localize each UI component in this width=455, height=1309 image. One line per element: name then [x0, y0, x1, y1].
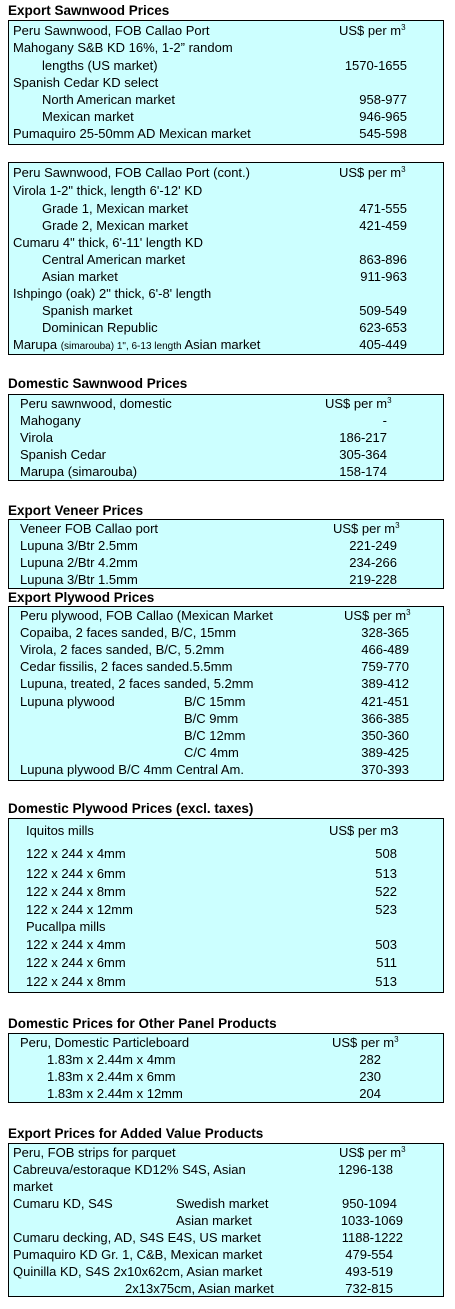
row-value: - [382, 413, 387, 428]
row-value: 389-425 [361, 745, 409, 760]
row-value: 513 [375, 866, 397, 881]
table-row [9, 1246, 443, 1263]
row-value: 366-385 [361, 711, 409, 726]
header-label: Peru, FOB strips for parquet [13, 1145, 176, 1160]
table-row [9, 268, 443, 285]
row-label: Pumaquiro 25-50mm AD Mexican market [13, 126, 251, 141]
row-value: 523 [375, 902, 397, 917]
unit-label: US$ per $m^3$ [339, 1145, 406, 1160]
row-label: Lupuna plywood B/C 4mm Central Am. [20, 762, 244, 777]
row-value: 219-228 [349, 572, 397, 587]
row-label: Grade 2, Mexican market [42, 218, 188, 233]
row-value: 370-393 [361, 762, 409, 777]
row-label: Copaiba, 2 faces sanded, B/C, 15mm [20, 625, 237, 640]
table-row [9, 463, 443, 480]
row-label: Lupuna plywood [20, 694, 115, 709]
table-header [9, 164, 443, 181]
row-value: 158-174 [339, 464, 387, 479]
table-row [9, 57, 443, 74]
row-label: Virola, 2 faces sanded, B/C, 5.2mm [20, 642, 225, 657]
section-title-domestic-plywood: Domestic Plywood Prices (excl. taxes) [8, 801, 254, 816]
row-label: Cumaru decking, AD, S4S E4S, US market [13, 1230, 261, 1245]
row-value: 1296-138 [338, 1162, 393, 1177]
row-value: 950-1094 [342, 1196, 397, 1211]
row-label: 1.83m x 2.44m x 6mm [47, 1069, 176, 1084]
row-label: Lupuna, treated, 2 faces sanded, 5.2mm [20, 676, 254, 691]
table-export-veneer [8, 519, 444, 589]
row-label: Spanish Cedar KD select [13, 75, 159, 90]
row-label: Asian market [42, 269, 118, 284]
table-row [9, 973, 443, 990]
row-value: 405-449 [359, 337, 407, 352]
section-title-export-added-value: Export Prices for Added Value Products [8, 1126, 264, 1141]
table-row [9, 744, 443, 761]
table-row [9, 918, 443, 935]
row-label: Cedar fissilis, 2 faces sanded.5.5mm [20, 659, 233, 674]
row-market: Asian market [176, 1213, 252, 1228]
row-grade: B/C 15mm [184, 694, 246, 709]
table-row [9, 845, 443, 862]
table-row [9, 1280, 443, 1297]
row-label: Spanish market [42, 303, 133, 318]
row-label: Ishpingo (oak) 2" thick, 6'-8' length [13, 286, 212, 301]
table-row [9, 39, 443, 56]
row-value: 1033-1069 [340, 1213, 403, 1228]
row-value: 350-360 [361, 728, 409, 743]
row-value: 503 [375, 937, 397, 952]
row-value: 946-965 [359, 109, 407, 124]
table-row [9, 901, 443, 918]
table-row [9, 954, 443, 971]
row-label: North American market [42, 92, 175, 107]
row-value: 863-896 [359, 252, 407, 267]
row-label: Spanish Cedar [20, 447, 106, 462]
row-value: 282 [359, 1052, 381, 1067]
row-label: Virola 1-2" thick, length 6'-12' KD [13, 183, 203, 198]
table-row [9, 571, 443, 588]
table-row [9, 429, 443, 446]
table-row [9, 125, 443, 142]
table-header [9, 1034, 443, 1051]
table-row [9, 108, 443, 125]
row-value: 508 [375, 846, 397, 861]
row-value: 732-815 [345, 1281, 393, 1296]
row-label: Cabreuva/estoraque KD12% S4S, Asian [13, 1162, 246, 1177]
header-label: Peru Sawnwood, FOB Callao Port (cont.) [13, 165, 250, 180]
table-header [9, 607, 443, 624]
row-value: 509-549 [359, 303, 407, 318]
header-label: Peru sawnwood, domestic [20, 396, 172, 411]
section-title-export-sawnwood: Export Sawnwood Prices [8, 3, 170, 18]
row-value: 421-451 [361, 694, 409, 709]
row-label: Marupa (simarouba) 1", 6-13 length Asian market [13, 337, 261, 352]
row-value: 305-364 [339, 447, 387, 462]
row-value: 759-770 [361, 659, 409, 674]
row-value: 389-412 [361, 676, 409, 691]
unit-label: US$ per $m^3$ [333, 521, 400, 536]
table-domestic-plywood [8, 818, 444, 993]
row-label: 122 x 244 x 8mm [26, 974, 126, 989]
row-label: Lupuna 3/Btr 1.5mm [20, 572, 138, 587]
row-label: 1.83m x 2.44m x 12mm [47, 1086, 183, 1101]
row-grade: B/C 9mm [184, 711, 239, 726]
row-value: 1570-1655 [344, 58, 407, 73]
row-label: lengths (US market) [42, 58, 158, 73]
row-label: Cumaru 4" thick, 6'-11' length KD [13, 235, 203, 250]
row-label: Mahogany S&B KD 16%, 1-2” random [13, 40, 233, 55]
row-market: Swedish market [176, 1196, 269, 1211]
table-row [9, 251, 443, 268]
table-row [9, 446, 443, 463]
row-label: 122 x 244 x 4mm [26, 846, 126, 861]
row-value: 522 [375, 884, 397, 899]
row-value: 513 [375, 974, 397, 989]
row-value: 466-489 [361, 642, 409, 657]
row-label: Virola [20, 430, 54, 445]
row-value: 471-555 [359, 201, 407, 216]
table-row [9, 1161, 443, 1178]
table-row [9, 936, 443, 953]
table-row [9, 336, 443, 353]
table-row [9, 319, 443, 336]
table-header [9, 1144, 443, 1161]
table-header [9, 520, 443, 537]
table-row [9, 1212, 443, 1229]
table-row [9, 693, 443, 710]
table-row [9, 1085, 443, 1102]
table-row [9, 865, 443, 882]
row-value: 421-459 [359, 218, 407, 233]
row-grade: C/C 4mm [184, 745, 239, 760]
header-label: Peru, Domestic Particleboard [20, 1035, 190, 1050]
row-value: 204 [359, 1086, 381, 1101]
section-title-domestic-sawnwood: Domestic Sawnwood Prices [8, 376, 188, 391]
table-row [9, 182, 443, 199]
table-row [9, 1195, 443, 1212]
table-row [9, 285, 443, 302]
row-label: Lupuna 3/Btr 2.5mm [20, 538, 138, 553]
table-row [9, 1178, 443, 1195]
row-label: 122 x 244 x 8mm [26, 884, 126, 899]
table-row [9, 641, 443, 658]
section-title-domestic-other-panel: Domestic Prices for Other Panel Products [8, 1016, 277, 1031]
row-label: Pucallpa mills [26, 919, 106, 934]
unit-label: US$ per $m^3$ [325, 396, 392, 411]
table-row [9, 537, 443, 554]
row-value: 230 [359, 1069, 381, 1084]
table-row [9, 91, 443, 108]
table-row [9, 1229, 443, 1246]
table-row [9, 74, 443, 91]
section-title-export-plywood: Export Plywood Prices [8, 590, 155, 605]
table-header [9, 22, 443, 39]
table-export-added-value [8, 1143, 444, 1297]
table-row [9, 710, 443, 727]
table-export-sawnwood [8, 20, 444, 145]
row-label: 122 x 244 x 6mm [26, 955, 126, 970]
row-label: Lupuna 2/Btr 4.2mm [20, 555, 138, 570]
unit-label: US$ per m3 [329, 823, 399, 838]
row-value: 328-365 [361, 625, 409, 640]
row-value: 234-266 [349, 555, 397, 570]
row-label: Mexican market [42, 109, 134, 124]
table-row [9, 658, 443, 675]
row-value: 911-963 [360, 269, 407, 284]
row-label: Mahogany [20, 413, 81, 428]
table-header [9, 822, 443, 839]
row-label: 122 x 244 x 12mm [26, 902, 133, 917]
header-label: Peru plywood, FOB Callao (Mexican Market [20, 608, 273, 623]
row-label: Marupa (simarouba) [20, 464, 138, 479]
unit-label: US$ per $m^3$ [332, 1035, 399, 1050]
table-export-plywood [8, 606, 444, 781]
row-value: 1188-1222 [341, 1230, 403, 1245]
header-label: Peru Sawnwood, FOB Callao Port [13, 23, 210, 38]
row-label: Quinilla KD, S4S 2x10x62cm, Asian market [13, 1264, 263, 1279]
row-grade: B/C 12mm [184, 728, 246, 743]
row-label: market [13, 1179, 53, 1194]
row-label: Grade 1, Mexican market [42, 201, 188, 216]
row-label: Pumaquiro KD Gr. 1, C&B, Mexican market [13, 1247, 263, 1262]
table-row [9, 217, 443, 234]
row-value: 511 [376, 955, 397, 970]
unit-label: US$ per $m^3$ [339, 165, 406, 180]
table-header [9, 395, 443, 412]
table-export-sawnwood-cont [8, 162, 444, 355]
table-row [9, 234, 443, 251]
header-label: Iquitos mills [26, 823, 94, 838]
row-label: Central American market [42, 252, 186, 267]
row-market: 2x13x75cm, Asian market [125, 1281, 274, 1296]
row-value: 545-598 [359, 126, 407, 141]
row-value: 958-977 [359, 92, 407, 107]
table-row [9, 200, 443, 217]
row-value: 623-653 [359, 320, 407, 335]
row-label: Cumaru KD, S4S [13, 1196, 113, 1211]
row-value: 186-217 [339, 430, 387, 445]
table-row [9, 412, 443, 429]
table-row [9, 554, 443, 571]
table-domestic-sawnwood [8, 394, 444, 481]
table-row [9, 302, 443, 319]
row-label: Dominican Republic [42, 320, 158, 335]
table-row [9, 1263, 443, 1280]
row-value: 493-519 [345, 1264, 393, 1279]
table-row [9, 883, 443, 900]
header-label: Veneer FOB Callao port [20, 521, 159, 536]
table-domestic-other-panel [8, 1033, 444, 1103]
row-label: 122 x 244 x 4mm [26, 937, 126, 952]
row-label: 122 x 244 x 6mm [26, 866, 126, 881]
table-row [9, 624, 443, 641]
table-row [9, 675, 443, 692]
row-value: 221-249 [349, 538, 397, 553]
unit-label: US$ per $m^3$ [344, 608, 411, 623]
unit-label: US$ per $m^3$ [339, 23, 406, 38]
table-row [9, 1051, 443, 1068]
table-row [9, 761, 443, 778]
table-row [9, 1068, 443, 1085]
section-title-export-veneer: Export Veneer Prices [8, 503, 144, 518]
table-row [9, 727, 443, 744]
row-value: 479-554 [345, 1247, 393, 1262]
row-label: 1.83m x 2.44m x 4mm [47, 1052, 176, 1067]
